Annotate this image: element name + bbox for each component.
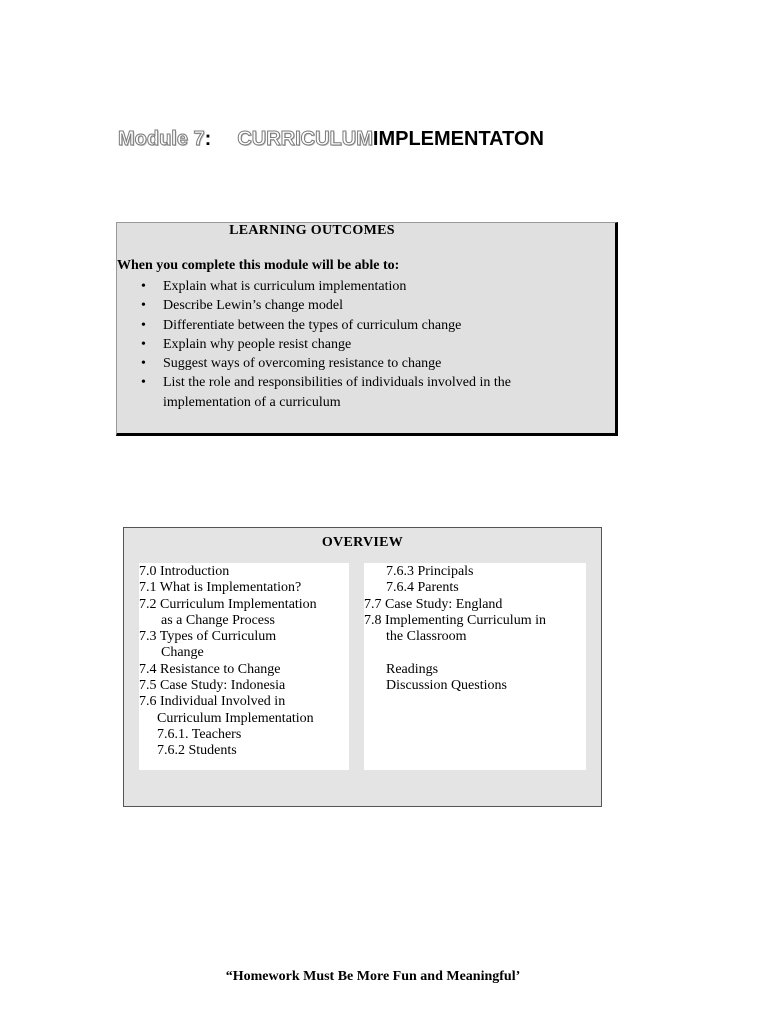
title-word-implementation: IMPLEMENTATON xyxy=(372,128,544,150)
overview-entry: 7.4 Resistance to Change xyxy=(139,661,281,677)
learning-outcomes-box xyxy=(116,222,618,436)
overview-entry: 7.2 Curriculum Implementation xyxy=(139,596,317,612)
overview-entry: 7.5 Case Study: Indonesia xyxy=(139,678,286,694)
overview-entry: Curriculum Implementation xyxy=(157,710,314,726)
overview-heading: OVERVIEW xyxy=(321,535,404,550)
overview-entry: the Classroom xyxy=(386,629,467,645)
overview-entry: as a Change Process xyxy=(161,612,275,628)
outcome-item: • Differentiate between the types of curriculum change xyxy=(139,316,589,335)
overview-entry: 7.6.4 Parents xyxy=(386,580,459,596)
overview-entry: 7.6.1. Teachers xyxy=(157,726,242,742)
overview-entry: Discussion Questions xyxy=(386,678,507,694)
learning-outcomes-intro: When you complete this module will be able to: xyxy=(117,258,400,273)
overview-entry: 7.6.3 Principals xyxy=(386,564,474,579)
outcome-item: • Describe Lewin’s change model xyxy=(139,296,589,315)
overview-entry: 7.6 Individual Involved in xyxy=(139,694,286,710)
overview-entry: 7.0 Introduction xyxy=(139,564,230,579)
overview-entry: 7.7 Case Study: England xyxy=(364,596,503,612)
outcome-item: • Explain why people resist change xyxy=(139,335,589,354)
overview-blank-line xyxy=(364,645,586,661)
outcome-item: • Explain what is curriculum implementation xyxy=(139,277,589,296)
overview-entry: 7.1 What is Implementation? xyxy=(139,580,302,596)
footer-quote: “Homework Must Be More Fun and Meaningful’ xyxy=(225,969,521,984)
module-title xyxy=(118,128,544,151)
overview-entry: Readings xyxy=(386,661,439,677)
outcome-item: • List the role and responsibilities of individuals involved in the implementation of a curriculum xyxy=(139,373,589,412)
title-separator: : xyxy=(204,128,212,150)
overview-left-column xyxy=(139,563,349,770)
overview-entry: 7.6.2 Students xyxy=(157,743,237,759)
overview-entry: 7.8 Implementing Curriculum in xyxy=(364,612,546,628)
title-word-curriculum: CURRICULUM xyxy=(237,128,373,150)
overview-entry: Change xyxy=(161,645,204,661)
overview-right-column xyxy=(364,563,586,770)
learning-outcomes-heading: LEARNING OUTCOMES xyxy=(229,223,395,238)
overview-entry: 7.3 Types of Curriculum xyxy=(139,629,277,645)
module-label: Module 7 xyxy=(118,128,205,150)
learning-outcomes-list xyxy=(139,277,589,412)
outcome-item: • Suggest ways of overcoming resistance to change xyxy=(139,354,589,373)
overview-box xyxy=(123,527,602,807)
